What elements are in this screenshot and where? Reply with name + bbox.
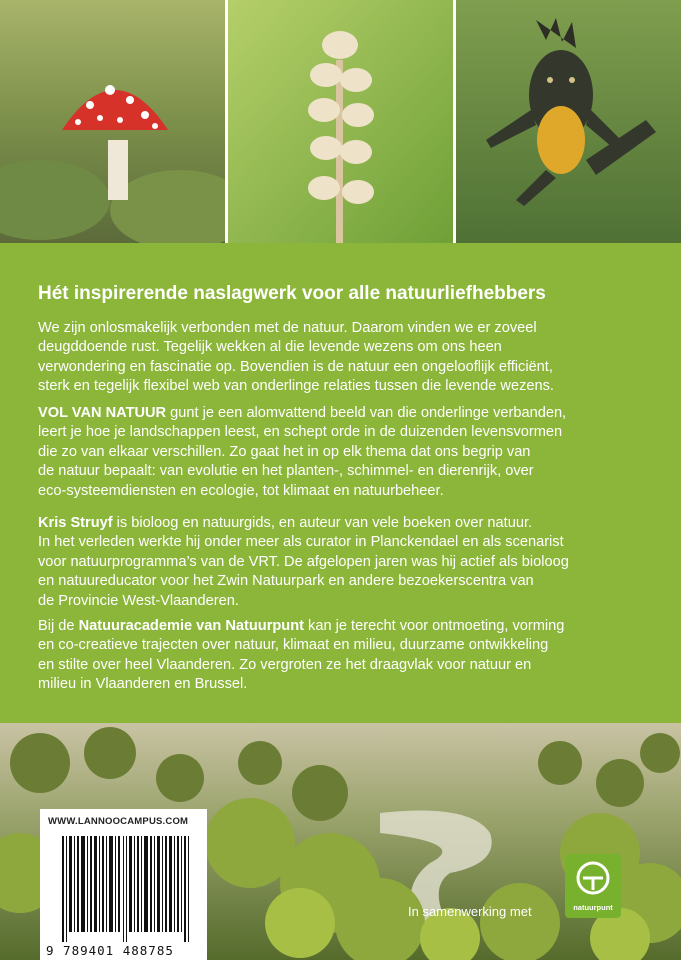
- partner-logo-name: natuurpunt: [573, 903, 613, 912]
- natuurpunt-icon: [575, 860, 611, 896]
- author-paragraph: [38, 514, 646, 611]
- text-line: eco-systeemdiensten en ecologie, tot klimaat en natuurbeheer.: [38, 482, 444, 499]
- academy-name: Natuuracademie van Natuurpunt: [78, 618, 304, 634]
- text-line: de Provincie West-Vlaanderen.: [38, 592, 239, 609]
- text-line: In het verleden werkte hij onder meer als curator in Planckendael en als scenarist: [38, 534, 564, 551]
- orchid-photo: [228, 0, 453, 243]
- barcode-box: [40, 809, 207, 960]
- text-line: en stilte over heel Vlaanderen. Zo vergroten ze het draagvlak voor natuur en: [38, 656, 532, 673]
- book-paragraph: [38, 404, 646, 501]
- text-line: leert je hoe je landschappen leest, en schept orde in de duizenden levensvormen: [38, 424, 563, 441]
- text-line: sterk en tegelijk flexibel web van onderlinge relaties tussen die levende wezens.: [38, 378, 554, 395]
- text-line: milieu in Vlaanderen en Brussel.: [38, 676, 248, 693]
- partner-text: In samenwerking met: [408, 904, 532, 919]
- text-panel: [0, 243, 681, 723]
- text-line: en co-creatieve trajecten over natuur, klimaat en milieu, duurzame ontwikkeling: [38, 637, 549, 654]
- publisher-url: WWW.LANNOOCAMPUS.COM: [48, 816, 189, 827]
- natuurpunt-logo: [565, 854, 621, 918]
- barcode: [62, 836, 190, 942]
- text-line: voor natuurprogramma’s van de VRT. De afgelopen jaren was hij actief als bioloog: [38, 553, 569, 570]
- newt-photo: [456, 0, 681, 243]
- text-line: VOL VAN NATUUR gunt je een alomvattend beeld van die onderlinge verbanden,: [38, 405, 567, 421]
- author-name: Kris Struyf: [38, 515, 113, 531]
- text-line: en natuureducator voor het Zwin Natuurpark en andere bezoekerscentra van: [38, 573, 534, 590]
- text-line: de natuur bepaalt: van evolutie en het planten-, schimmel- en dierenrijk, over: [38, 463, 534, 480]
- photo-strip: [0, 0, 681, 243]
- headline: Hét inspirerende naslagwerk voor alle natuurliefhebbers: [38, 283, 546, 304]
- text-line: deugddoende rust. Tegelijk wekken al die levende wezens om ons heen: [38, 339, 502, 356]
- isbn-number: 9 789401 488785: [46, 943, 174, 958]
- book-title: VOL VAN NATUUR: [38, 405, 167, 421]
- text-line: die zo van elkaar verschillen. Zo gaat het in op elk thema dat ons begrip van: [38, 443, 531, 460]
- intro-paragraph: [38, 319, 646, 397]
- mushroom-photo: [0, 0, 225, 243]
- text-line: Kris Struyf is bioloog en natuurgids, en auteur van vele boeken over natuur.: [38, 515, 533, 531]
- text-line: verwondering en fascinatie op. Bovendien is de natuur een ongelooflijk efficiënt,: [38, 358, 553, 375]
- text-line: Bij de Natuuracademie van Natuurpunt kan je terecht voor ontmoeting, vorming: [38, 618, 565, 634]
- academy-paragraph: [38, 617, 646, 695]
- text-line: We zijn onlosmakelijk verbonden met de natuur. Daarom vinden we er zoveel: [38, 320, 537, 336]
